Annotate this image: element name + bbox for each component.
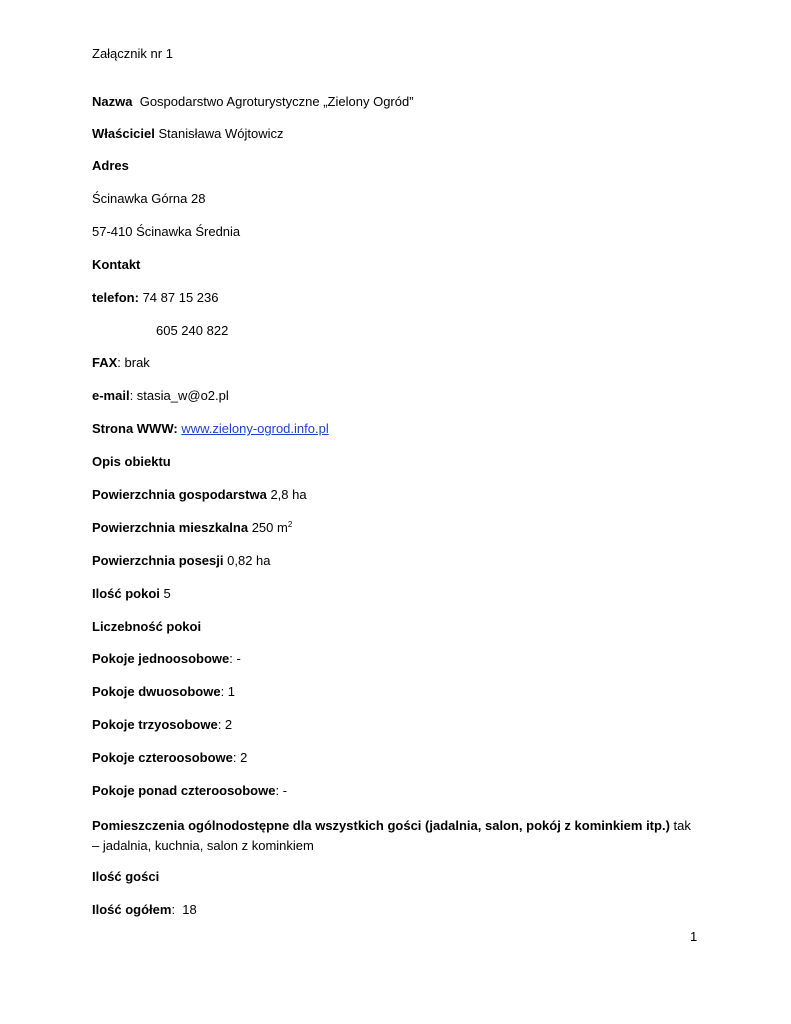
page-number: 1 <box>690 929 698 944</box>
farm-area-label: Powierzchnia gospodarstwa <box>92 487 267 502</box>
common-rooms-label: Pomieszczenia ogólnodostępne dla wszystkich gości (jadalnia, salon, pokój z kominkiem itp.) <box>92 818 670 833</box>
fax-row <box>92 355 150 371</box>
living-area-unit-exponent: 2 <box>287 520 293 529</box>
farm-area-value: 2,8 ha <box>270 487 307 502</box>
email-row <box>92 388 229 404</box>
quad-rooms-label: Pokoje czteroosobowe <box>92 750 233 765</box>
contact-heading: Kontakt <box>92 257 141 272</box>
fax-label: FAX <box>92 355 118 370</box>
rooms-count-row <box>92 586 171 602</box>
name-row <box>92 94 414 110</box>
guests-total-label: Ilość ogółem <box>92 902 172 917</box>
www-label: Strona WWW: <box>92 421 178 436</box>
email-label: e-mail <box>92 388 130 403</box>
owner-row <box>92 126 284 142</box>
living-area-row <box>92 520 292 536</box>
estate-area-label: Powierzchnia posesji <box>92 553 224 568</box>
common-rooms-row <box>92 816 692 856</box>
name-label: Nazwa <box>92 94 133 109</box>
rooms-heading: Liczebność pokoi <box>92 619 202 634</box>
guests-total-row <box>92 902 197 918</box>
double-rooms-label: Pokoje dwuosobowe <box>92 684 221 699</box>
address-heading: Adres <box>92 158 129 173</box>
phone-row <box>92 290 218 306</box>
triple-rooms-label: Pokoje trzyosobowe <box>92 717 218 732</box>
rooms-count-label: Ilość pokoi <box>92 586 160 601</box>
more-rooms-label: Pokoje ponad czteroosobowe <box>92 783 276 798</box>
estate-area-row <box>92 553 271 569</box>
rooms-count-value: 5 <box>163 586 171 601</box>
phone-value: 74 87 15 236 <box>142 290 219 305</box>
www-row <box>92 421 329 437</box>
farm-area-row <box>92 487 307 503</box>
phone-label: telefon: <box>92 290 139 305</box>
name-value: Gospodarstwo Agroturystyczne „Zielony Ogród” <box>139 94 414 109</box>
website-link[interactable]: www.zielony-ogrod.info.pl <box>181 421 329 436</box>
double-rooms-value: : 1 <box>220 684 236 699</box>
attachment-title: Załącznik nr 1 <box>92 46 173 61</box>
guests-total-value: : 18 <box>171 902 197 917</box>
living-area-label: Powierzchnia mieszkalna <box>92 520 249 535</box>
estate-area-value: 0,82 ha <box>227 553 271 568</box>
single-rooms-label: Pokoje jednoosobowe <box>92 651 230 666</box>
single-rooms-row <box>92 651 241 667</box>
address-line1: Ścinawka Górna 28 <box>92 191 206 206</box>
owner-label: Właściciel <box>92 126 155 141</box>
more-rooms-value: : - <box>275 783 288 798</box>
guests-heading: Ilość gości <box>92 869 160 884</box>
quad-rooms-value: : 2 <box>232 750 248 765</box>
phone-value-2: 605 240 822 <box>156 323 229 338</box>
triple-rooms-row <box>92 717 232 733</box>
description-heading: Opis obiektu <box>92 454 171 469</box>
double-rooms-row <box>92 684 235 700</box>
triple-rooms-value: : 2 <box>217 717 233 732</box>
more-rooms-row <box>92 783 287 799</box>
owner-value: Stanisława Wójtowicz <box>158 126 284 141</box>
fax-value: : brak <box>117 355 150 370</box>
quad-rooms-row <box>92 750 247 766</box>
common-rooms-value: tak – jadalnia, kuchnia, salon z kominkiem <box>92 818 691 853</box>
single-rooms-value: : - <box>229 651 241 666</box>
email-value: : stasia_w@o2.pl <box>129 388 229 403</box>
living-area-value: 250 m <box>251 520 288 535</box>
address-line2: 57-410 Ścinawka Średnia <box>92 224 241 239</box>
